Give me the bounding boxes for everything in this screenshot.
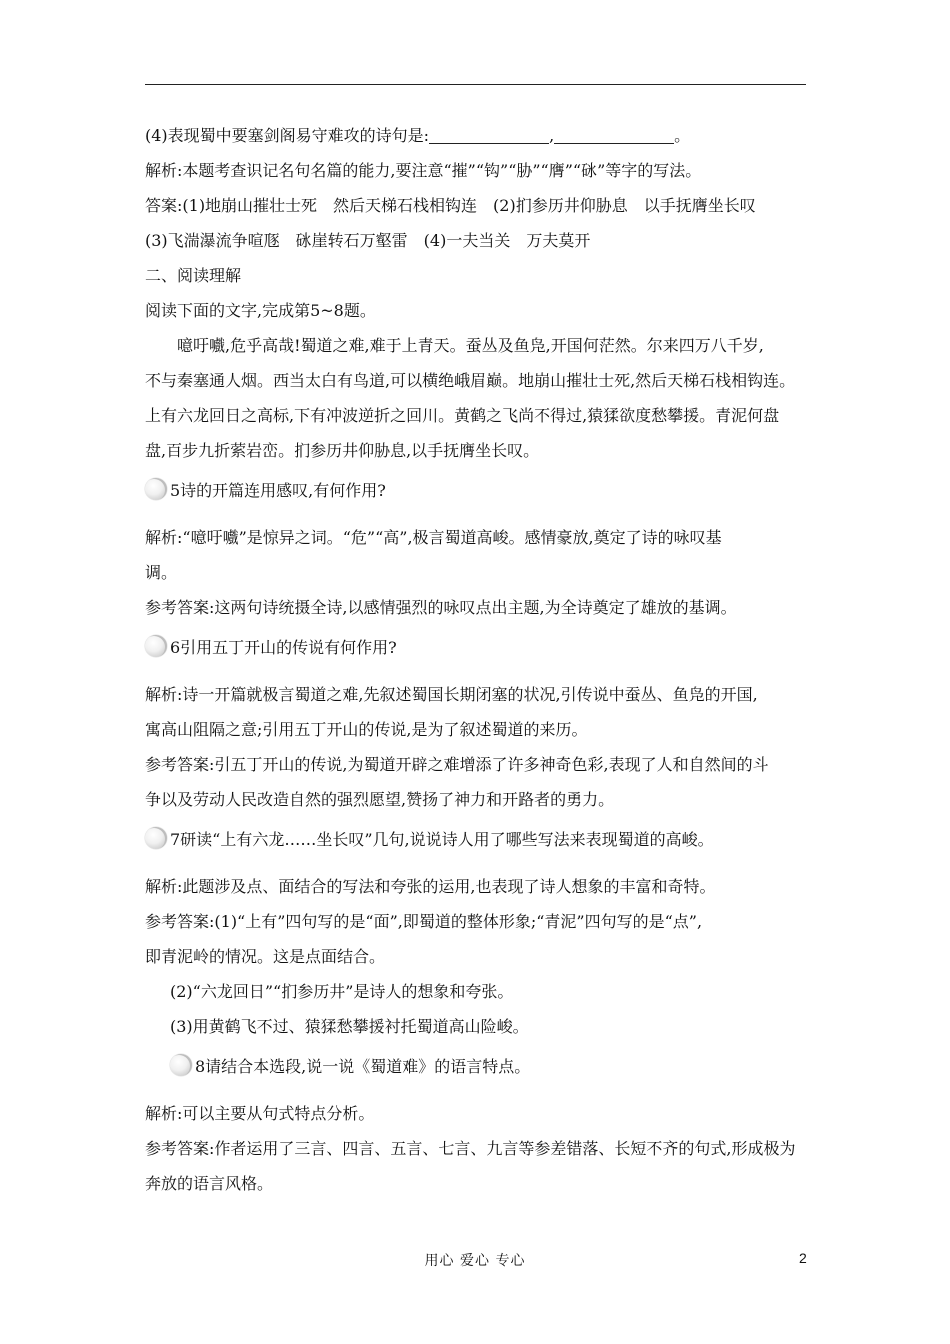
answer-text-cont: (3)飞湍瀑流争喧豗 砯崖转石万壑雷 (4)一夫当关 万夫莫开 [145,231,591,250]
question-5-text: 5诗的开篇连用感叹,有何作用? [170,480,386,500]
question-7-answer: 参考答案:(1)“上有”四句写的是“面”,即蜀道的整体形象;“青泥”四句写的是“点”, [145,912,703,931]
answer-text: 答案:(1)地崩山摧壮士死 然后天梯石栈相钩连 (2)扪参历井仰胁息 以手抚膺坐长叹 [145,196,756,215]
question-6-analysis-cont: 寓高山阻隔之意;引用五丁开山的传说,是为了叙述蜀道的来历。 [145,720,588,739]
question-marker-icon [145,635,167,657]
question-7-text: 7研读“上有六龙……坐长叹”几句,说说诗人用了哪些写法来表现蜀道的高峻。 [170,829,714,849]
question-7-answer-point-2: (2)“六龙回日”“扪参历井”是诗人的想象和夸张。 [170,982,514,1001]
document-body [145,126,806,1209]
question-6-analysis: 解析:诗一开篇就极言蜀道之难,先叙述蜀国长期闭塞的状况,引传说中蚕丛、鱼凫的开国, [145,685,758,704]
question-5-answer: 参考答案:这两句诗统摄全诗,以感情强烈的咏叹点出主题,为全诗奠定了雄放的基调。 [145,598,737,617]
question-8-answer: 参考答案:作者运用了三言、四言、五言、七言、九言等参差错落、长短不齐的句式,形成极为 [145,1139,796,1158]
question-4-text: (4)表现蜀中要塞剑阁易守难攻的诗句是: [145,126,430,145]
passage-line: 不与秦塞通人烟。西当太白有鸟道,可以横绝峨眉巅。地崩山摧壮士死,然后天梯石栈相钩连。 [145,371,796,390]
header-rule [145,84,806,85]
question-marker-icon [145,827,167,849]
question-6-answer-cont: 争以及劳动人民改造自然的强烈愿望,赞扬了神力和开路者的勇力。 [145,790,615,809]
passage-line: 噫吁嚱,危乎高哉!蜀道之难,难于上青天。蚕丛及鱼凫,开国何茫然。尔来四万八千岁, [177,336,764,355]
sentence-end: 。 [674,126,691,145]
passage-line: 盘,百步九折萦岩峦。扪参历井仰胁息,以手抚膺坐长叹。 [145,441,540,460]
question-5 [145,476,806,502]
question-6-answer: 参考答案:引五丁开山的传说,为蜀道开辟之难增添了许多神奇色彩,表现了人和自然间的斗 [145,755,769,774]
question-8-text: 8请结合本选段,说一说《蜀道难》的语言特点。 [195,1056,531,1076]
reading-instruction: 阅读下面的文字,完成第5~8题。 [145,301,376,320]
question-marker-icon [170,1054,192,1076]
question-7-answer-point-3: (3)用黄鹤飞不过、猿猱愁攀援衬托蜀道高山险峻。 [170,1017,529,1036]
passage-line: 上有六龙回日之高标,下有冲波逆折之回川。黄鹤之飞尚不得过,猿猱欲度愁攀援。青泥何盘 [145,406,780,425]
question-8 [145,1052,806,1078]
answer-blank-2[interactable] [554,127,674,144]
question-6 [145,633,806,659]
question-4 [145,126,806,146]
analysis-text: 解析:本题考查识记名句名篇的能力,要注意“摧”“钩”“胁”“膺”“砯”等字的写法。 [145,161,702,180]
answer-blank-1[interactable] [429,127,549,144]
question-7-analysis: 解析:此题涉及点、面结合的写法和夸张的运用,也表现了诗人想象的丰富和奇特。 [145,877,716,896]
question-7 [145,825,806,851]
question-5-analysis: 解析:“噫吁嚱”是惊异之词。“危”“高”,极言蜀道高峻。感情豪放,奠定了诗的咏叹基 [145,528,722,547]
question-marker-icon [145,478,167,500]
footer-slogan: 用心 爱心 专心 [424,1253,526,1269]
section-heading: 二、阅读理解 [145,266,242,285]
page-number: 2 [799,1250,807,1266]
question-5-analysis-cont: 调。 [145,563,178,582]
question-7-answer-cont: 即青泥岭的情况。这是点面结合。 [145,947,386,966]
question-6-text: 6引用五丁开山的传说有何作用? [170,637,397,657]
question-8-analysis: 解析:可以主要从句式特点分析。 [145,1104,375,1123]
question-8-answer-cont: 奔放的语言风格。 [145,1174,274,1193]
blank-separator: , [549,126,555,145]
